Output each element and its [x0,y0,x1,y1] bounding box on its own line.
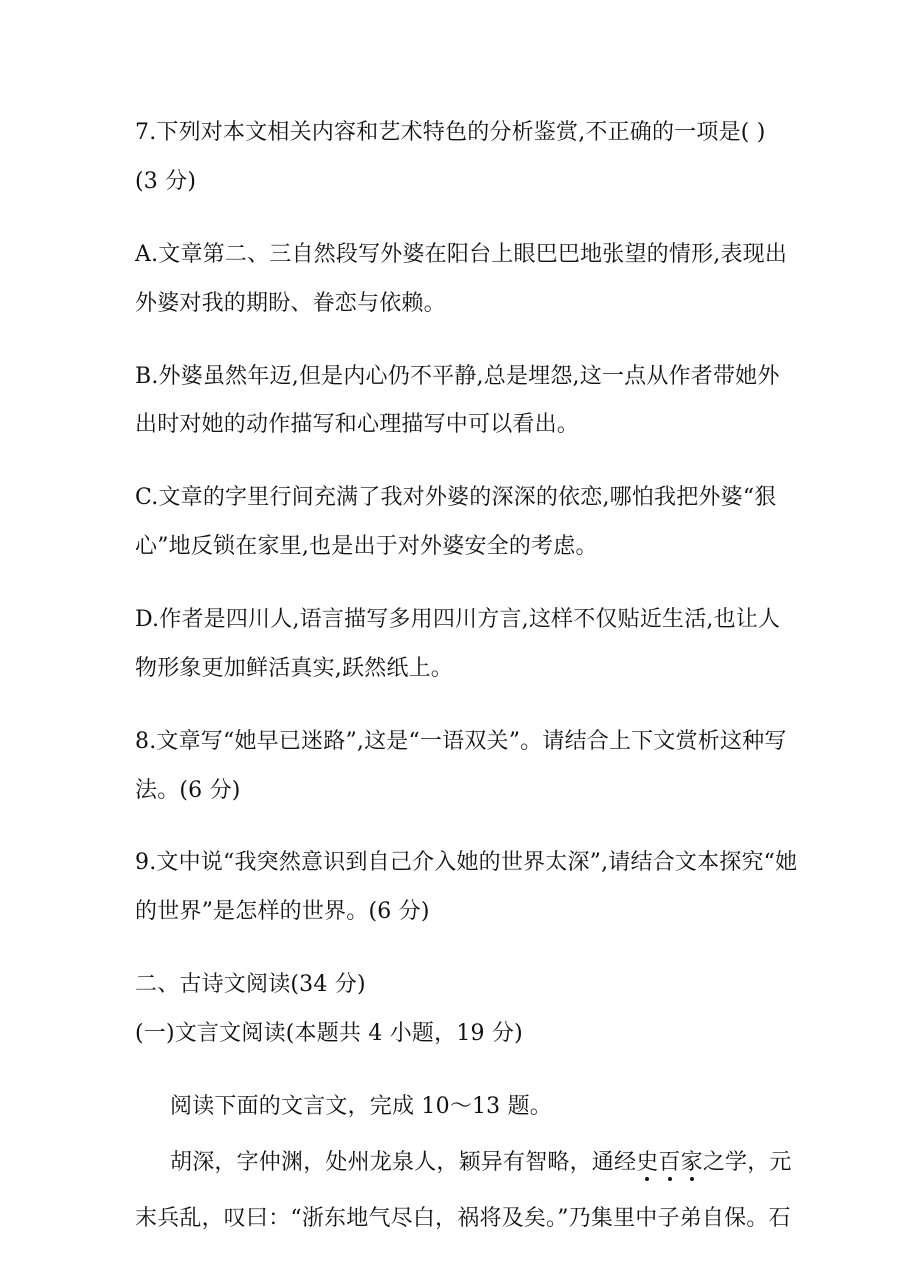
question-9-line-1: 9.文中说“我突然意识到自己介入她的世界太深”,请结合文本探究“她 [135,850,798,875]
emphasis-char: 史 [636,1150,659,1175]
option-b-line-2: 出时对她的动作描写和心理描写中可以看出。 [135,412,580,437]
option-a-line-2: 外婆对我的期盼、眷恋与依赖。 [135,291,446,316]
passage-line-1-text-a: 胡深，字仲渊，处州龙泉人，颖异有智略，通经 [170,1150,637,1175]
emphasis-char: 百 [658,1150,681,1175]
option-a-line-1: A.文章第二、三自然段写外婆在阳台上眼巴巴地张望的情形,表现出 [135,242,788,267]
question-8-line-1: 8.文章写“她早已迷路”,这是“一语双关”。请结合上下文赏析这种写 [135,729,787,754]
passage-line-1 [170,1148,810,1178]
option-d-line-2: 物形象更加鲜活真实,跃然纸上。 [135,656,453,681]
passage-line-2: 末兵乱，叹曰：“浙东地气尽白，祸将及矣。”乃集里中子弟自保。石 [135,1206,791,1231]
question-7-line-1: 7.下列对本文相关内容和艺术特色的分析鉴赏,不正确的一项是( ) [135,120,766,145]
question-7-line-2: (3 分) [135,169,197,194]
option-c-line-2: 心”地反锁在家里,也是出于对外婆安全的考虑。 [135,534,598,559]
passage-line-1-text-b: 之学，元 [702,1150,792,1175]
question-8-line-2: 法。(6 分) [135,778,241,803]
subsection-heading: (一)文言文阅读(本题共 4 小题，19 分) [135,1021,523,1046]
instruction-text: 阅读下面的文言文，完成 10～13 题。 [170,1094,552,1119]
question-9-line-2: 的世界”是怎样的世界。(6 分) [135,899,430,924]
option-d-line-1: D.作者是四川人,语言描写多用四川方言,这样不仅贴近生活,也让人 [135,607,781,632]
option-c-line-1: C.文章的字里行间充满了我对外婆的深深的依恋,哪怕我把外婆“狠 [135,485,777,510]
section-heading: 二、古诗文阅读(34 分) [135,972,366,997]
option-b-line-1: B.外婆虽然年迈,但是内心仍不平静,总是埋怨,这一点从作者带她外 [135,364,780,389]
emphasis-char: 家 [680,1150,703,1175]
